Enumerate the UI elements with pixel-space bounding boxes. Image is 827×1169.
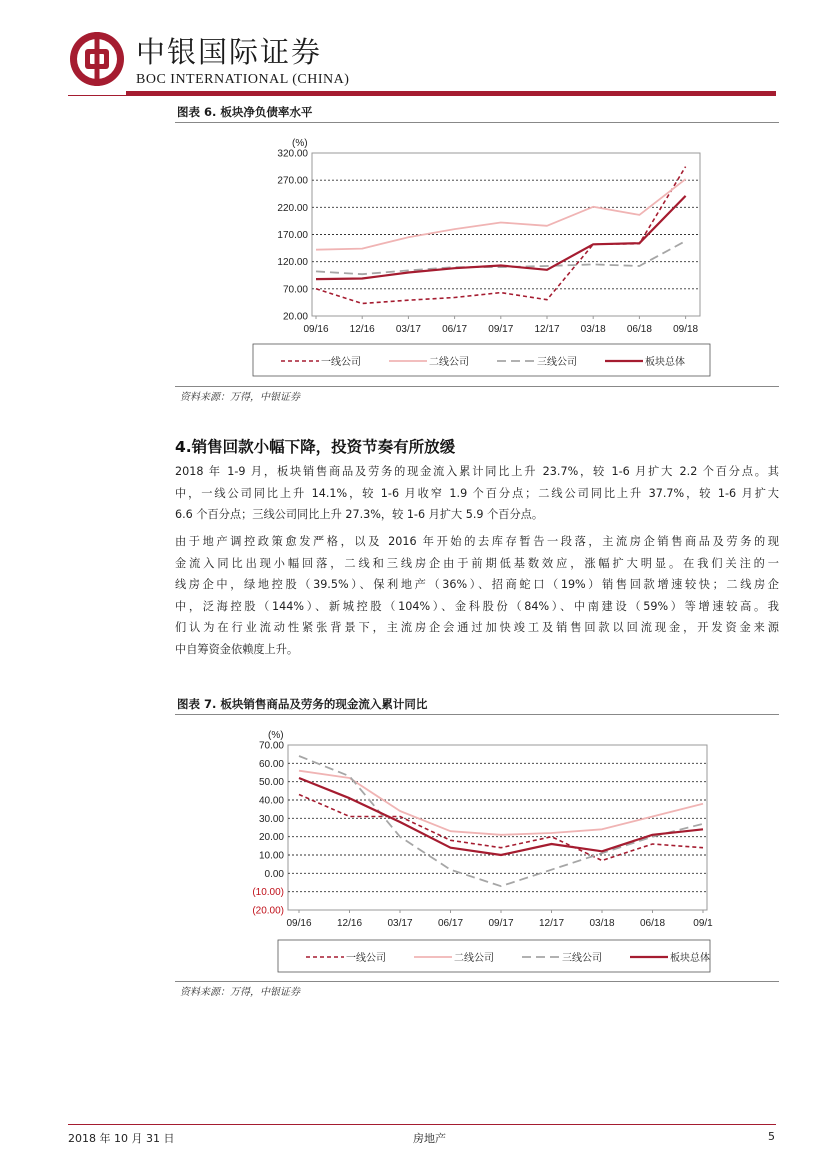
figure7-source: 资料来源：万得，中银证券 [180, 987, 300, 998]
footer-date: 2018 年 10 月 31 日 [68, 1132, 175, 1145]
paragraph-line: 6.6 个百分点；三线公司同比上升 27.3%，较 1-6 月扩大 5.9 个百分点。 [175, 508, 544, 521]
x-tick-label: 06/17 [437, 918, 464, 929]
paragraph-line: 由于地产调控政策愈发严格，以及 2016 年开始的去库存暂告一段落，主流房企销售商品及劳务的现 [175, 535, 779, 548]
paragraph-line: 线房企中，绿地控股（39.5%）、保利地产（36%）、招商蛇口（19%）销售回款增速较快；二线房企 [175, 578, 779, 591]
series-line [316, 179, 686, 250]
page-number: 5 [768, 1130, 775, 1143]
y-tick-label: 40.00 [258, 795, 284, 807]
figure6-chart [240, 130, 720, 382]
paragraph-line: 2018 年 1-9 月，板块销售商品及劳务的现金流入累计同比上升 23.7%，较 1-6 月扩大 2.2 个百分点。其 [175, 465, 779, 478]
y-tick-label: 170.00 [277, 230, 308, 241]
y-tick-label: 20.00 [282, 311, 308, 323]
figure6-bottom-rule [175, 386, 779, 387]
y-tick-label: 60.00 [258, 758, 284, 770]
boc-logo-icon [68, 30, 126, 88]
figure7-chart [240, 722, 720, 976]
x-tick-label: 03/17 [395, 324, 421, 335]
x-tick-label: 09/17 [488, 918, 514, 929]
header-rule-thin [68, 95, 776, 96]
legend-label: 二线公司 [429, 357, 469, 368]
paragraph-2 [175, 531, 779, 660]
y-tick-label: 10.00 [258, 850, 284, 862]
paragraph-line: 中，一线公司同比上升 14.1%，较 1-6 月收窄 1.9 个百分点；二线公司同比上升 37.7%，较 1-6 月扩大 [175, 486, 779, 500]
figure6-title: 图表 6. 板块净负债率水平 [177, 105, 313, 119]
series-line [299, 756, 703, 886]
y-tick-label: 120.00 [277, 257, 308, 269]
x-tick-label: 12/16 [349, 324, 375, 335]
x-tick-label: 06/18 [639, 918, 666, 929]
legend-label: 板块总体 [670, 953, 710, 964]
section-title: 4.销售回款小幅下降，投资节奏有所放缓 [175, 438, 456, 456]
series-line [299, 795, 703, 861]
x-tick-label: 09/18 [673, 324, 699, 335]
figure7-title-rule [175, 714, 779, 715]
x-tick-label: 09/17 [488, 324, 514, 335]
x-tick-label: 12/16 [336, 918, 363, 929]
x-tick-label: 03/17 [387, 918, 413, 929]
company-name-cn: 中银国际证券 [136, 35, 323, 69]
x-tick-label: 09/16 [303, 324, 329, 335]
x-tick-label: 12/17 [538, 918, 565, 929]
y-tick-label: 20.00 [258, 832, 284, 844]
y-tick-label: 320.00 [277, 148, 308, 160]
x-tick-label: 03/18 [580, 324, 606, 335]
paragraph-line: 中自筹资金依赖度上升。 [175, 642, 299, 656]
legend-label: 三线公司 [537, 357, 577, 368]
paragraph-line: 们认为在行业流动性紧张背景下，主流房企会通过加快竣工及销售回款以回流现金，开发资金来源 [175, 621, 779, 634]
figure6-source: 资料来源：万得，中银证券 [180, 392, 300, 403]
paragraph-line: 中，泛海控股（144%）、新城控股（104%）、金科股份（84%）、中南建设（59%）等增速较高。我 [175, 599, 779, 613]
figure6-title-rule [175, 122, 779, 123]
x-tick-label: 06/17 [442, 324, 468, 335]
paragraph-line: 金流入同比出现小幅回落，二线和三线房企由于前期低基数效应，涨幅扩大明显。在我们关注的一 [175, 556, 779, 570]
x-tick-label: 09/1 [693, 918, 713, 929]
series-line [316, 167, 686, 304]
legend-label: 板块总体 [645, 357, 685, 368]
legend-label: 二线公司 [454, 953, 494, 964]
footer-sector: 房地产 [413, 1132, 446, 1145]
y-tick-label: (10.00) [252, 887, 284, 899]
figure7-title: 图表 7. 板块销售商品及劳务的现金流入累计同比 [177, 697, 428, 711]
figure7-bottom-rule [175, 981, 779, 982]
x-tick-label: 12/17 [534, 324, 560, 335]
y-tick-label: (20.00) [252, 905, 284, 917]
legend-label: 三线公司 [562, 953, 602, 964]
y-tick-label: 70.00 [258, 740, 284, 752]
y-tick-label: 270.00 [277, 175, 308, 187]
x-tick-label: 06/18 [626, 324, 652, 335]
y-axis-label: (%) [268, 730, 284, 741]
y-tick-label: 70.00 [282, 284, 308, 296]
y-axis-label: (%) [292, 138, 308, 149]
y-tick-label: 220.00 [277, 202, 308, 214]
x-tick-label: 03/18 [589, 918, 615, 929]
y-tick-label: 50.00 [258, 777, 284, 789]
x-tick-label: 09/16 [286, 918, 312, 929]
y-tick-label: 0.00 [264, 868, 284, 880]
legend-label: 一线公司 [346, 953, 386, 964]
company-name-en: BOC INTERNATIONAL (CHINA) [136, 72, 350, 87]
y-tick-label: 30.00 [258, 813, 284, 825]
footer-rule [68, 1124, 776, 1125]
paragraph-1 [175, 461, 779, 526]
legend-label: 一线公司 [321, 357, 361, 368]
